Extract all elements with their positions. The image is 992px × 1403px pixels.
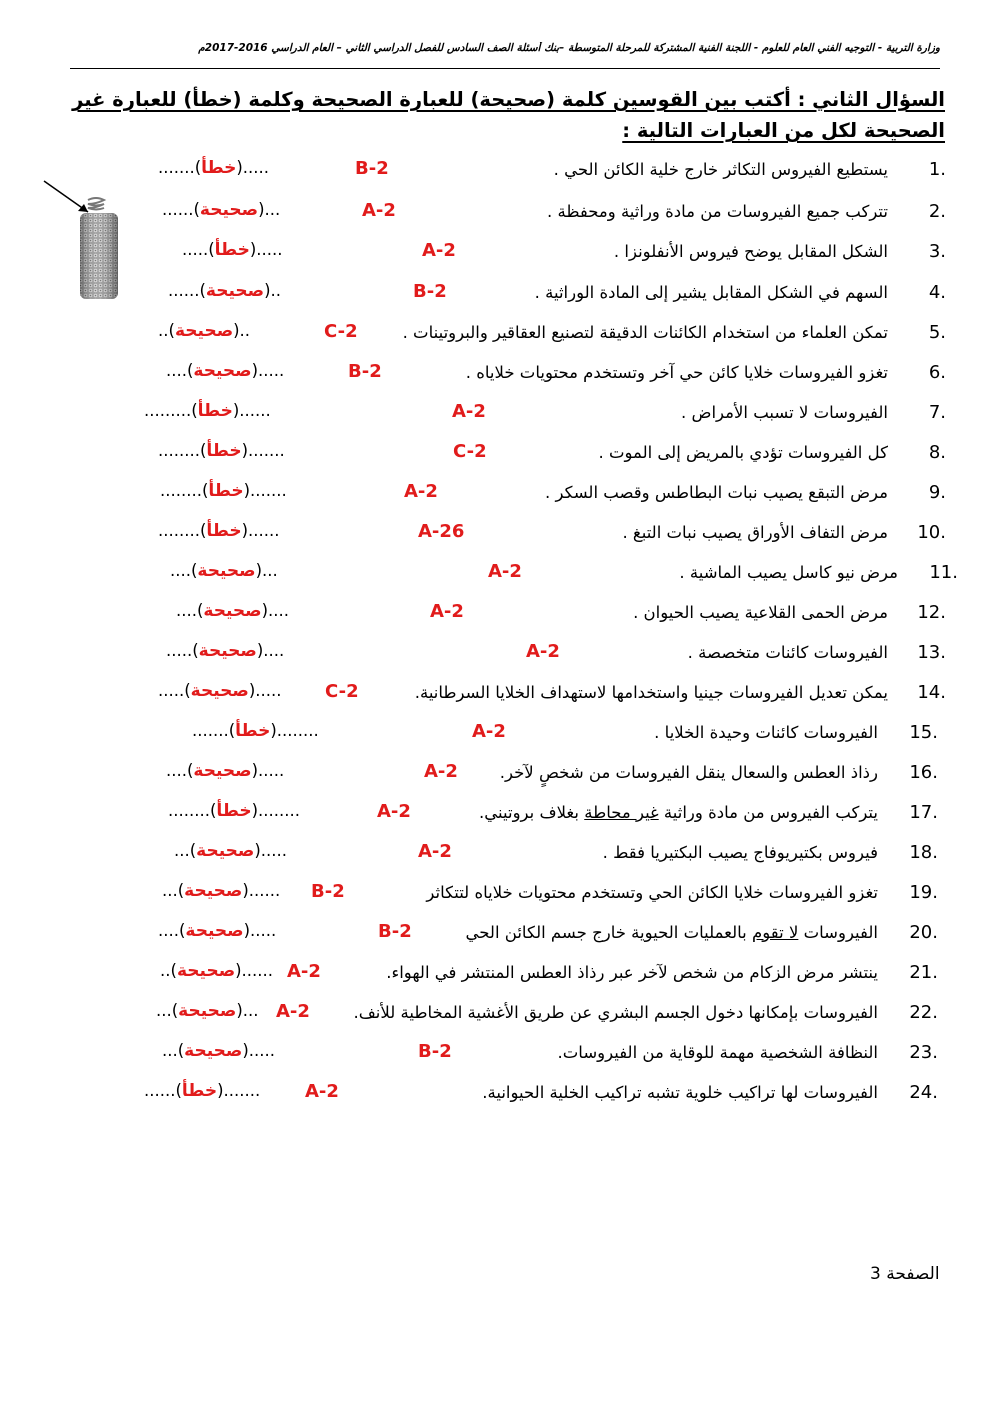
question-statement (466, 923, 878, 942)
outcome-code: B-2 (348, 361, 382, 382)
answer-parentheses (158, 158, 269, 178)
answer-dots-left: .........( (144, 401, 198, 420)
answer-dots-right: )..... (243, 921, 277, 940)
answer-dots-left: ........( (160, 481, 209, 500)
question-row (0, 398, 992, 432)
answer-word: صحيحة (193, 761, 252, 781)
question-row (0, 478, 992, 512)
answer-word: صحيحة (184, 881, 243, 901)
question-row (0, 958, 992, 992)
answer-parentheses (166, 641, 284, 661)
outcome-code: C-2 (324, 321, 358, 342)
question-statement: مرض نيو كاسل يصيب الماشية . (679, 563, 898, 582)
answer-dots-right: )..... (242, 1041, 276, 1060)
answer-dots-left: ..( (160, 961, 177, 980)
answer-word: صحيحة (185, 921, 244, 941)
question-statement: يمكن تعديل الفيروسات جينيا واستخدامها لاستهداف الخلايا السرطانية. (414, 683, 888, 702)
outcome-code: A-2 (488, 561, 522, 582)
answer-word: خطأ (181, 1081, 218, 1101)
answer-dots-right: ).... (256, 641, 285, 660)
answer-word: خطأ (201, 158, 237, 178)
question-number: 2. (928, 201, 946, 222)
question-statement: ينتشر مرض الزكام من شخص لآخر عبر رذاذ العطس المنتشر في الهواء. (386, 963, 878, 982)
question-statement: فيروس بكتيريوفاج يصيب البكتيريا فقط . (602, 843, 878, 862)
answer-parentheses (168, 281, 281, 301)
statement-underlined-part: غير محاطة (584, 803, 659, 822)
question-statement: النظافة الشخصية مهمة للوقاية من الفيروسات. (557, 1043, 878, 1062)
answer-word: صحيحة (199, 200, 259, 220)
question-statement: الفيروسات كائنات متخصصة . (687, 643, 888, 662)
question-number: 13. (917, 642, 946, 663)
answer-word: صحيحة (205, 281, 265, 301)
question-number: 8. (928, 442, 946, 463)
question-number: 3. (928, 241, 946, 262)
answer-dots-right: )....... (243, 481, 287, 500)
answer-dots-right: )........ (270, 721, 319, 740)
question-row (0, 438, 992, 472)
question-number: 17. (909, 802, 938, 823)
question-statement: تغزو الفيروسات خلايا الكائن الحي وتستخدم محتويات خلاياه لتتكاثر (426, 883, 878, 902)
question-row (0, 358, 992, 392)
outcome-code: B-2 (378, 921, 412, 942)
question-row (0, 318, 992, 352)
question-row (0, 558, 992, 592)
answer-dots-right: )....... (241, 441, 285, 460)
answer-word: صحيحة (190, 681, 249, 701)
outcome-code: A-2 (362, 200, 396, 221)
answer-dots-left: ....( (166, 361, 194, 380)
answer-dots-left: ........( (158, 441, 207, 460)
answer-dots-right: )... (255, 561, 278, 580)
outcome-code: A-2 (276, 1001, 310, 1022)
answer-dots-left: ....( (176, 601, 204, 620)
outcome-code: A-2 (287, 961, 321, 982)
answer-parentheses (182, 240, 283, 260)
answer-parentheses (160, 481, 287, 501)
question-statement: الفيروسات بإمكانها دخول الجسم البشري عن طريق الأغشية المخاطية للأنف. (353, 1003, 878, 1022)
answer-word: خطأ (235, 721, 271, 741)
question-row (0, 155, 992, 189)
question-row (0, 278, 992, 312)
question-row (0, 758, 992, 792)
answer-dots-left: ....( (166, 761, 194, 780)
outcome-code: C-2 (325, 681, 359, 702)
answer-word: صحيحة (174, 321, 234, 341)
question-number: 24. (909, 1082, 938, 1103)
outcome-code: A-2 (418, 841, 452, 862)
page-header (70, 42, 940, 69)
question-row (0, 197, 992, 231)
question-number: 1. (928, 159, 946, 180)
question-statement: الفيروسات كائنات وحيدة الخلايا . (654, 723, 878, 742)
answer-parentheses (162, 881, 280, 901)
outcome-code: A-2 (377, 801, 411, 822)
question-statement (479, 803, 878, 822)
answer-word: صحيحة (203, 601, 262, 621)
answer-parentheses (144, 401, 271, 421)
header-text: وزارة التربية - التوجيه الفني العام للعلوم - اللجنة الفنية المشتركة للمرحلة المتوسطة –بنك أسئلة الصف السادس للفصل الدراسي الثاني – العام الدراسي 2016-2017م (198, 42, 940, 54)
question-row (0, 237, 992, 271)
answer-parentheses (162, 1041, 275, 1061)
question-number: 15. (909, 722, 938, 743)
question-number: 19. (909, 882, 938, 903)
question-number: 16. (909, 762, 938, 783)
outcome-code: A-2 (430, 601, 464, 622)
answer-parentheses (162, 200, 280, 220)
answer-parentheses (168, 801, 300, 821)
outcome-code: B-2 (413, 281, 447, 302)
question-statement: السهم في الشكل المقابل يشير إلى المادة الوراثية . (534, 283, 888, 302)
question-number: 4. (928, 282, 946, 303)
question-number: 5. (928, 322, 946, 343)
answer-dots-right: )........ (251, 801, 301, 820)
answer-word: خطأ (208, 481, 244, 501)
answer-parentheses (192, 721, 319, 741)
answer-dots-right: )..... (251, 361, 285, 380)
question-statement: يستطيع الفيروس التكاثر خارج خلية الكائن الحي . (553, 160, 888, 179)
statement-part: الفيروسات (798, 923, 878, 942)
answer-dots-right: )...... (232, 401, 271, 420)
answer-dots-right: )...... (241, 521, 280, 540)
answer-parentheses (158, 521, 280, 541)
outcome-code: A-2 (452, 401, 486, 422)
answer-parentheses (166, 361, 284, 381)
outcome-code: A-2 (424, 761, 458, 782)
answer-dots-left: ......( (168, 281, 206, 300)
answer-parentheses (158, 321, 250, 341)
answer-dots-right: )... (258, 200, 281, 219)
question-title: السؤال الثاني : أكتب بين القوسين كلمة (صحيحة) للعبارة الصحيحة وكلمة (خطأ) للعبارة غير الصحيحة لكل من العبارات التالية : (72, 88, 945, 142)
answer-word: صحيحة (193, 361, 252, 381)
answer-dots-left: ......( (162, 200, 200, 219)
question-number: 12. (917, 602, 946, 623)
answer-word: صحيحة (198, 641, 257, 661)
statement-part: بغلاف بروتيني. (479, 803, 585, 822)
question-statement: مرض التبقع يصيب نبات البطاطس وقصب السكر . (545, 483, 888, 502)
answer-dots-right: )..... (248, 681, 282, 700)
answer-dots-right: ).. (264, 281, 282, 300)
answer-dots-left: ..( (158, 321, 175, 340)
question-number: 14. (917, 682, 946, 703)
question-row (0, 998, 992, 1032)
question-statement: مرض التفاف الأوراق يصيب نبات التبغ . (622, 523, 888, 542)
answer-dots-left: ........( (158, 521, 207, 540)
outcome-code: A-2 (422, 240, 456, 261)
question-statement: مرض الحمى القلاعية يصيب الحيوان . (633, 603, 888, 622)
answer-dots-right: )... (236, 1001, 259, 1020)
statement-part: يتركب الفيروس من مادة وراثية (658, 803, 878, 822)
question-number: 22. (909, 1002, 938, 1023)
question-row (0, 878, 992, 912)
outcome-code: A-2 (472, 721, 506, 742)
answer-word: صحيحة (178, 1001, 237, 1021)
answer-parentheses (174, 841, 287, 861)
answer-dots-left: ....( (170, 561, 198, 580)
answer-parentheses (156, 1001, 259, 1021)
question-row (0, 518, 992, 552)
question-row (0, 798, 992, 832)
question-row (0, 638, 992, 672)
outcome-code: A-26 (418, 521, 465, 542)
answer-word: خطأ (214, 240, 250, 260)
answer-dots-right: )...... (235, 961, 274, 980)
question-number: 11. (929, 562, 958, 583)
answer-dots-right: ).... (261, 601, 290, 620)
question-row (0, 1038, 992, 1072)
question-number: 6. (928, 362, 946, 383)
answer-dots-left: .....( (158, 681, 191, 700)
question-number: 20. (909, 922, 938, 943)
question-statement: رذاذ العطس والسعال ينقل الفيروسات من شخصٍ لآخر. (499, 763, 878, 782)
question-number: 9. (928, 482, 946, 503)
answer-parentheses (158, 681, 282, 701)
answer-word: صحيحة (184, 1041, 243, 1061)
question-statement: تتركب جميع الفيروسات من مادة وراثية ومحفظة . (547, 202, 888, 221)
answer-parentheses (158, 441, 285, 461)
answer-parentheses (144, 1081, 260, 1101)
answer-dots-left: .......( (192, 721, 236, 740)
question-row (0, 598, 992, 632)
page-number: الصفحة 3 (870, 1264, 940, 1284)
question-statement: تمكن العلماء من استخدام الكائنات الدقيقة لتصنيع العقاقير والبروتينات . (402, 323, 888, 342)
outcome-code: B-2 (418, 1041, 452, 1062)
answer-dots-right: )..... (236, 158, 270, 177)
outcome-code: A-2 (305, 1081, 339, 1102)
answer-dots-right: )..... (249, 240, 283, 259)
answer-dots-left: .......( (158, 158, 202, 177)
answer-dots-left: ...( (174, 841, 197, 860)
answer-dots-right: )..... (251, 761, 285, 780)
answer-dots-left: .....( (166, 641, 199, 660)
question-number: 7. (928, 402, 946, 423)
answer-dots-left: ....( (158, 921, 186, 940)
answer-word: خطأ (216, 801, 252, 821)
answer-word: صحيحة (197, 561, 256, 581)
answer-parentheses (176, 601, 289, 621)
question-row (0, 1078, 992, 1112)
question-row (0, 678, 992, 712)
answer-dots-left: ...( (162, 1041, 185, 1060)
answer-word: صحيحة (176, 961, 236, 981)
question-number: 18. (909, 842, 938, 863)
answer-dots-right: ).. (233, 321, 251, 340)
question-statement: كل الفيروسات تؤدي بالمريض إلى الموت . (598, 443, 888, 462)
answer-dots-left: ........( (168, 801, 217, 820)
answer-dots-left: ...( (156, 1001, 179, 1020)
answer-word: خطأ (206, 521, 242, 541)
answer-parentheses (166, 761, 284, 781)
answer-dots-left: .....( (182, 240, 215, 259)
answer-word: صحيحة (196, 841, 255, 861)
statement-underlined-part: لا تقوم (752, 923, 799, 942)
statement-part: بالعمليات الحيوية خارج جسم الكائن الحي (465, 923, 753, 942)
question-statement: الفيروسات لا تسبب الأمراض . (681, 403, 888, 422)
answer-dots-left: ......( (144, 1081, 182, 1100)
answer-parentheses (160, 961, 273, 981)
question-statement: الشكل المقابل يوضح فيروس الأنفلونزا . (613, 242, 888, 261)
answer-word: خطأ (197, 401, 233, 421)
outcome-code: C-2 (453, 441, 487, 462)
outcome-code: A-2 (404, 481, 438, 502)
answer-parentheses (158, 921, 276, 941)
answer-dots-left: ...( (162, 881, 185, 900)
outcome-code: B-2 (355, 158, 389, 179)
answer-dots-right: )....... (217, 1081, 261, 1100)
answer-dots-right: )...... (242, 881, 281, 900)
question-statement: تغزو الفيروسات خلايا كائن حي آخر وتستخدم محتويات خلاياه . (465, 363, 888, 382)
answer-parentheses (170, 561, 278, 581)
question-row (0, 918, 992, 952)
question-row (0, 718, 992, 752)
question-statement: الفيروسات لها تراكيب خلوية تشبه تراكيب الخلية الحيوانية. (482, 1083, 878, 1102)
question-number: 10. (917, 522, 946, 543)
outcome-code: B-2 (311, 881, 345, 902)
answer-dots-right: )..... (254, 841, 288, 860)
question-number: 21. (909, 962, 938, 983)
outcome-code: A-2 (526, 641, 560, 662)
answer-word: خطأ (206, 441, 242, 461)
question-number: 23. (909, 1042, 938, 1063)
question-row (0, 838, 992, 872)
